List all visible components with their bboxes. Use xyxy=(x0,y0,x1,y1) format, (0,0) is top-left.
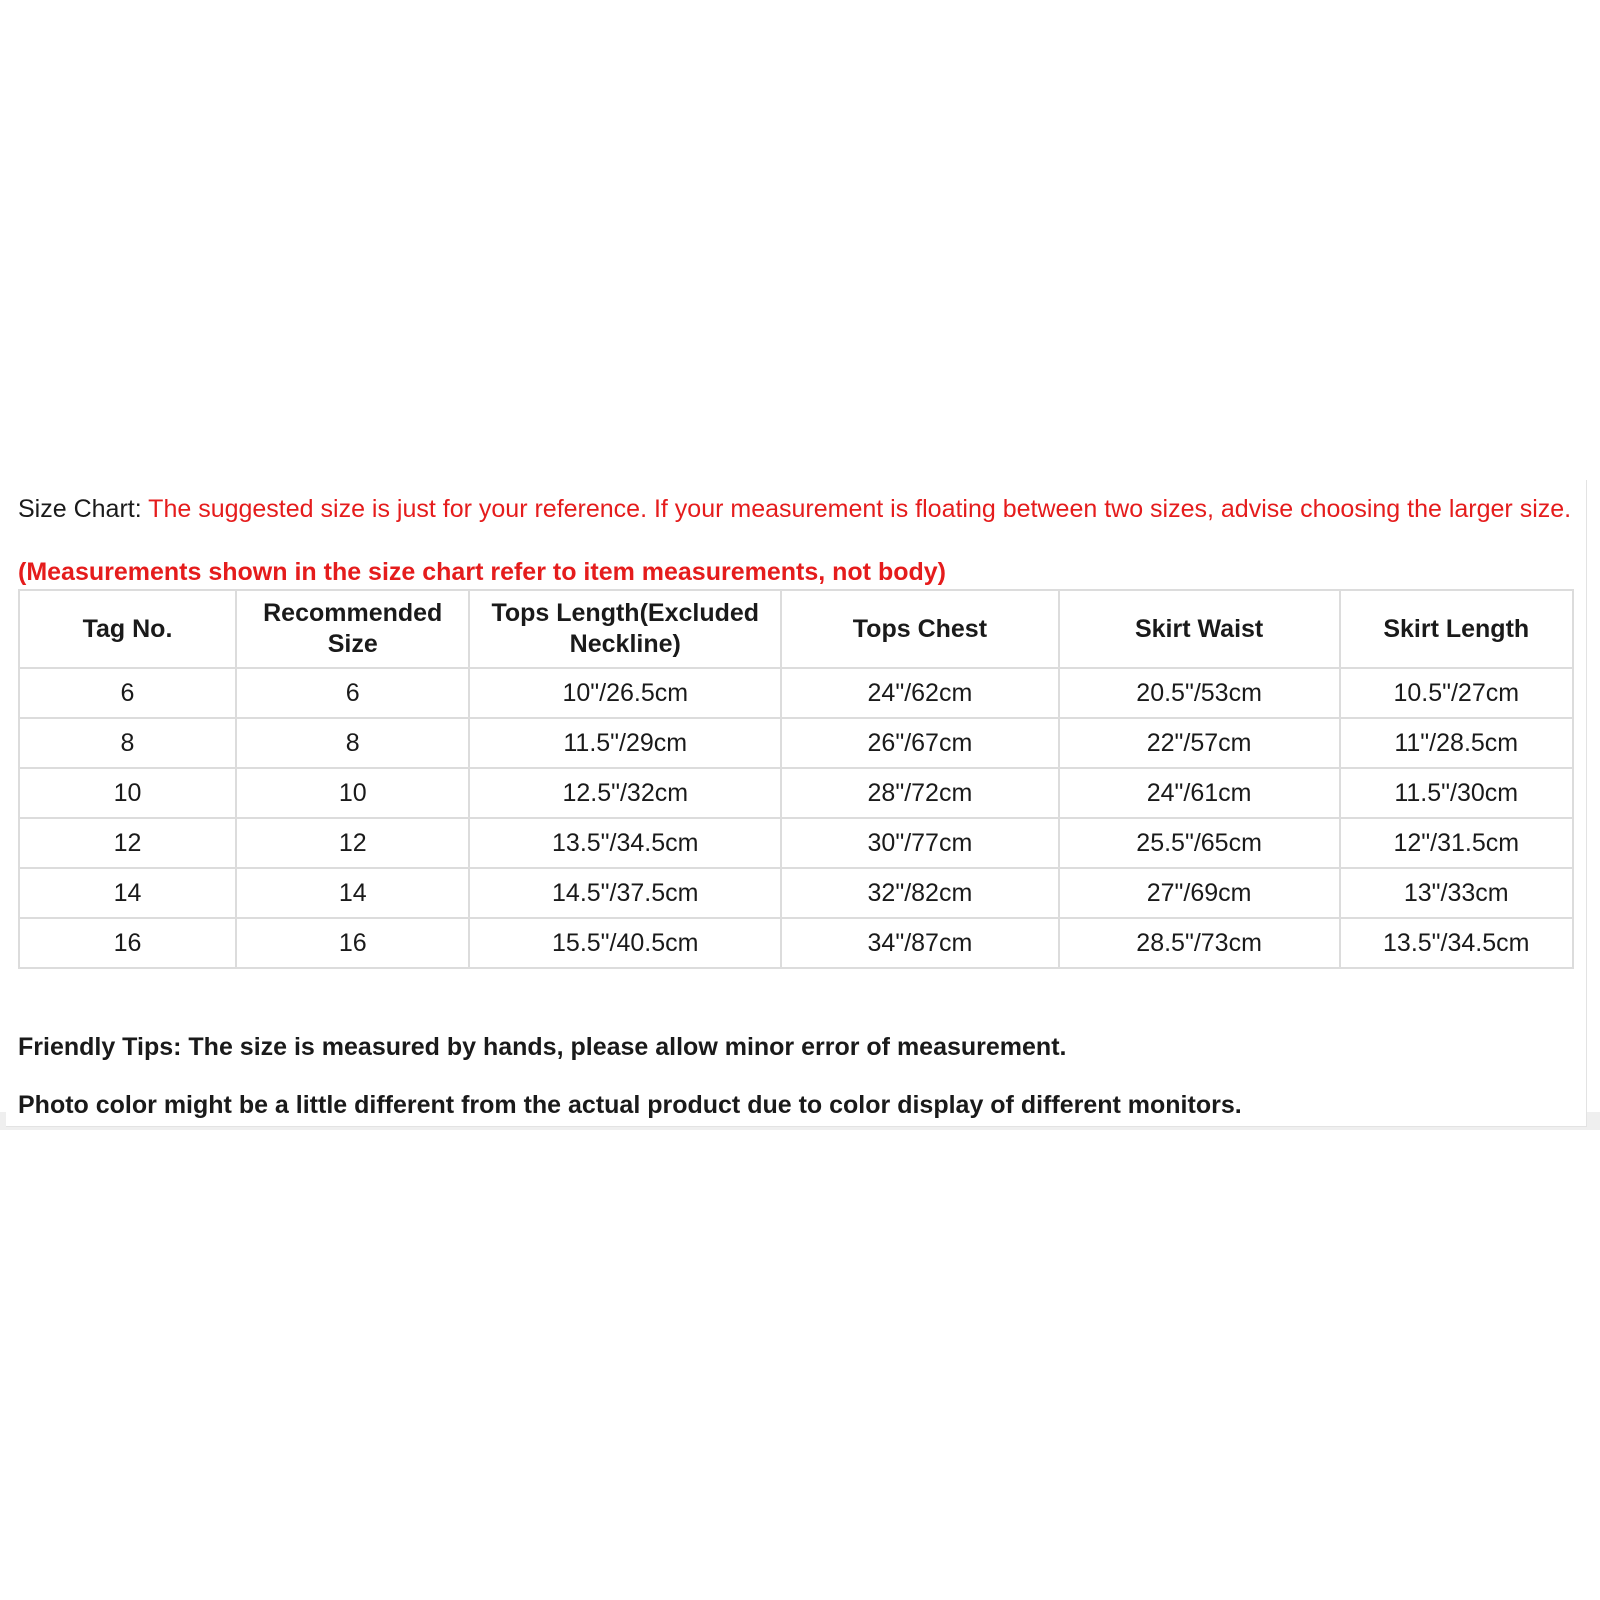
table-row xyxy=(19,718,1573,768)
size-chart-separator: : xyxy=(134,495,149,523)
cell-tops-length: 12.5"/32cm xyxy=(469,768,781,818)
cell-tops-chest: 34"/87cm xyxy=(781,918,1059,968)
cell-skirt-length: 10.5"/27cm xyxy=(1340,668,1574,718)
cell-skirt-length: 11.5"/30cm xyxy=(1340,768,1574,818)
cell-recommended-size: 6 xyxy=(236,668,469,718)
table-row xyxy=(19,868,1573,918)
cell-tops-length: 13.5"/34.5cm xyxy=(469,818,781,868)
cell-tops-length: 10"/26.5cm xyxy=(469,668,781,718)
cell-tag-no: 12 xyxy=(19,818,236,868)
cell-skirt-length: 13.5"/34.5cm xyxy=(1340,918,1574,968)
cell-tag-no: 16 xyxy=(19,918,236,968)
cell-recommended-size: 16 xyxy=(236,918,469,968)
header-tops-chest: Tops Chest xyxy=(781,590,1059,668)
cell-skirt-waist: 28.5"/73cm xyxy=(1059,918,1340,968)
cell-tops-chest: 26"/67cm xyxy=(781,718,1059,768)
cell-skirt-length: 13"/33cm xyxy=(1340,868,1574,918)
size-chart-panel xyxy=(6,480,1587,1127)
cell-tops-length: 14.5"/37.5cm xyxy=(469,868,781,918)
photo-color-note: Photo color might be a little different from the actual product due to color display of different monitors. xyxy=(18,1091,1242,1119)
cell-tag-no: 8 xyxy=(19,718,236,768)
header-tag-no: Tag No. xyxy=(19,590,236,668)
cell-recommended-size: 14 xyxy=(236,868,469,918)
cell-skirt-waist: 22"/57cm xyxy=(1059,718,1340,768)
size-table xyxy=(18,589,1574,969)
cell-tops-length: 11.5"/29cm xyxy=(469,718,781,768)
friendly-tips-text: Friendly Tips: The size is measured by hands, please allow minor error of measurement. xyxy=(18,1033,1067,1061)
header-tops-length: Tops Length(Excluded Neckline) xyxy=(469,590,781,668)
cell-skirt-length: 12"/31.5cm xyxy=(1340,818,1574,868)
cell-skirt-waist: 25.5"/65cm xyxy=(1059,818,1340,868)
cell-tag-no: 10 xyxy=(19,768,236,818)
table-header-row xyxy=(19,590,1573,668)
cell-recommended-size: 8 xyxy=(236,718,469,768)
table-row xyxy=(19,818,1573,868)
header-skirt-length: Skirt Length xyxy=(1340,590,1574,668)
size-chart-intro xyxy=(18,494,1573,525)
cell-skirt-waist: 24"/61cm xyxy=(1059,768,1340,818)
cell-skirt-length: 11"/28.5cm xyxy=(1340,718,1574,768)
size-chart-advice: The suggested size is just for your reference. If your measurement is floating between two sizes, advise choosing the larger size. xyxy=(148,495,1572,523)
cell-skirt-waist: 27"/69cm xyxy=(1059,868,1340,918)
size-chart-note: (Measurements shown in the size chart refer to item measurements, not body) xyxy=(18,558,946,586)
cell-tops-length: 15.5"/40.5cm xyxy=(469,918,781,968)
cell-recommended-size: 12 xyxy=(236,818,469,868)
cell-skirt-waist: 20.5"/53cm xyxy=(1059,668,1340,718)
cell-tag-no: 6 xyxy=(19,668,236,718)
table-row xyxy=(19,668,1573,718)
cell-tops-chest: 30"/77cm xyxy=(781,818,1059,868)
size-chart-label: Size Chart xyxy=(18,495,135,523)
header-skirt-waist: Skirt Waist xyxy=(1059,590,1340,668)
cell-tops-chest: 32"/82cm xyxy=(781,868,1059,918)
cell-tag-no: 14 xyxy=(19,868,236,918)
header-recommended-size: Recommended Size xyxy=(236,590,469,668)
table-row xyxy=(19,768,1573,818)
cell-tops-chest: 24"/62cm xyxy=(781,668,1059,718)
cell-recommended-size: 10 xyxy=(236,768,469,818)
cell-tops-chest: 28"/72cm xyxy=(781,768,1059,818)
table-row xyxy=(19,918,1573,968)
